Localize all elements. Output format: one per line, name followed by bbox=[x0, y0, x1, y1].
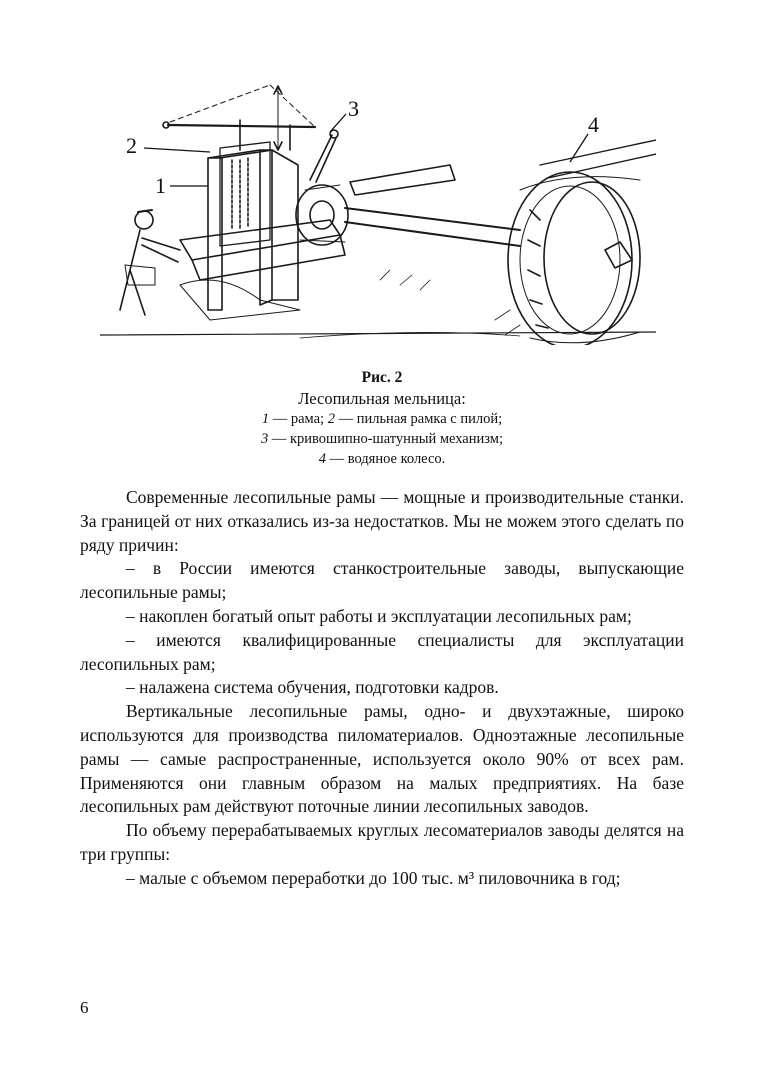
sawmill-illustration bbox=[100, 70, 656, 345]
figure-legend-line-2 bbox=[80, 429, 684, 449]
callout-leaders bbox=[100, 70, 656, 345]
callout-4: 4 bbox=[588, 112, 599, 137]
legend-number: 4 bbox=[318, 451, 326, 467]
paragraph: – накоплен богатый опыт работы и эксплуатации лесопильных рам; bbox=[126, 605, 632, 626]
legend-number: 3 bbox=[260, 431, 269, 447]
figure-legend-line-3 bbox=[80, 449, 684, 469]
legend-text: — рама; bbox=[269, 411, 328, 427]
paragraph: По объему перерабатываемых круглых лесоматериалов заводы делятся на три группы: bbox=[80, 820, 684, 864]
figure-caption bbox=[80, 367, 684, 469]
legend-number: 1 bbox=[261, 411, 270, 427]
paragraph: – малые с объемом переработки до 100 тыс. м³ пиловочника в год; bbox=[126, 867, 621, 888]
callout-1: 1 bbox=[155, 173, 166, 198]
figure-label: Рис. 2 bbox=[361, 369, 403, 386]
page-number: 6 bbox=[80, 998, 89, 1017]
figure-title: Лесопильная мельница: bbox=[298, 389, 466, 408]
figure-legend-line-1 bbox=[80, 409, 684, 429]
callout-2: 2 bbox=[126, 133, 137, 158]
body-text bbox=[80, 486, 684, 891]
legend-number: 2 bbox=[327, 411, 335, 427]
paragraph: – налажена система обучения, подготовки кадров. bbox=[126, 677, 499, 698]
paragraph: – в России имеются станкостроительные заводы, выпускающие лесопильные рамы; bbox=[80, 558, 684, 603]
paragraph: Вертикальные лесопильные рамы, одно- и двухэтажные, широко используются для производства пиломатериалов. Одноэтажные лесопильные рамы — самые распространенные, используется около 90% от всех рам. Применяются они главным образом на малых предприятиях. На базе лесопильных рам действуют поточные линии лесопильных заводов. bbox=[80, 701, 684, 817]
paragraph: – имеются квалифицированные специалисты для эксплуатации лесопильных рам; bbox=[80, 629, 684, 674]
legend-text: — кривошипно-шатунный механизм; bbox=[268, 431, 503, 447]
legend-text: — водяное колесо. bbox=[325, 451, 446, 467]
paragraph: Современные лесопильные рамы — мощные и производительные станки. За границей от них отказались из-за недостатков. Мы не можем этого сделать по ряду причин: bbox=[80, 487, 684, 555]
callout-3: 3 bbox=[348, 96, 359, 121]
legend-text: — пильная рамка с пилой; bbox=[334, 411, 503, 427]
